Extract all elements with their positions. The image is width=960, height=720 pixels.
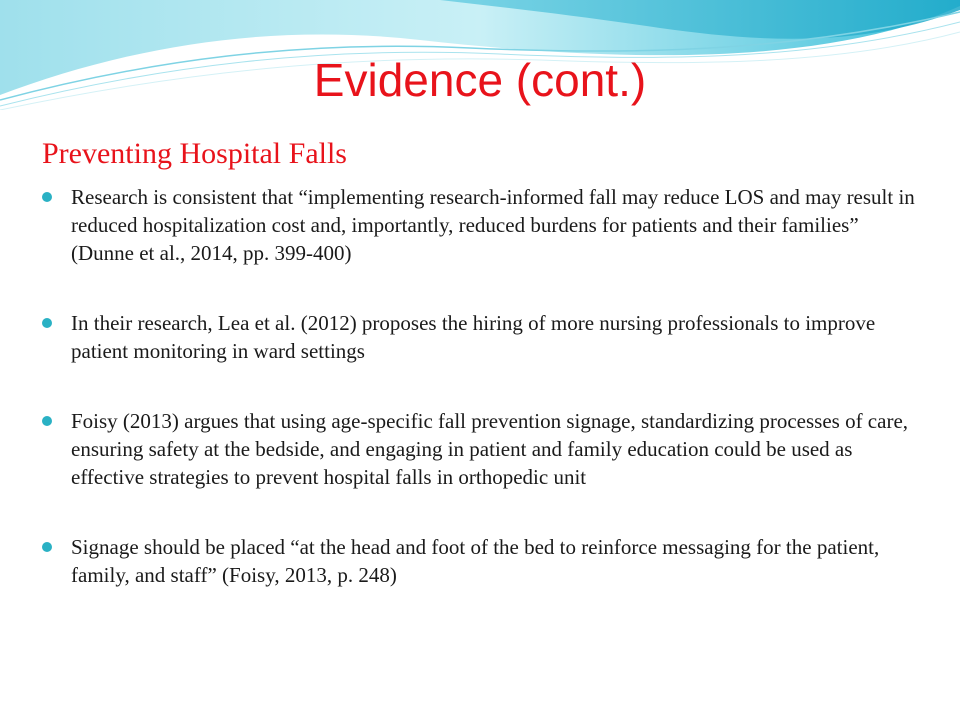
bullet-text: Research is consistent that “implementing research-informed fall may reduce LOS and may result in reduced hospitalization cost and, importantly, reduced burdens for patients and their families” (Dunne et al., 2014, pp. 399-400): [71, 185, 915, 265]
slide-subtitle: Preventing Hospital Falls: [42, 137, 347, 170]
slide-title: Evidence (cont.): [313, 54, 647, 106]
bullet-item: [42, 183, 922, 267]
bullet-list: [42, 183, 922, 589]
bullet-text: Signage should be placed “at the head and foot of the bed to reinforce messaging for the patient, family, and staff” (Foisy, 2013, p. 248): [71, 535, 880, 587]
bullet-item: [42, 533, 922, 589]
bullet-dot-icon: [42, 416, 52, 426]
bullet-item: [42, 309, 922, 365]
bullet-dot-icon: [42, 192, 52, 202]
bullet-text: In their research, Lea et al. (2012) proposes the hiring of more nursing professionals to improve patient monitoring in ward settings: [71, 311, 876, 363]
bullet-dot-icon: [42, 542, 52, 552]
bullet-dot-icon: [42, 318, 52, 328]
bullet-item: [42, 407, 922, 491]
bullet-text: Foisy (2013) argues that using age-specific fall prevention signage, standardizing processes of care, ensuring safety at the bedside, and engaging in patient and family education could be used as effective strategies to prevent hospital falls in orthopedic unit: [71, 409, 909, 489]
